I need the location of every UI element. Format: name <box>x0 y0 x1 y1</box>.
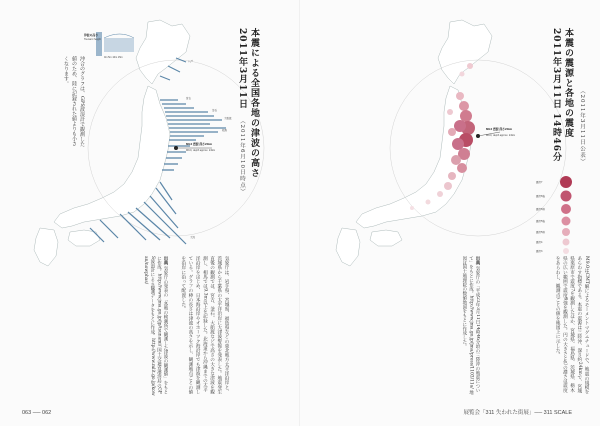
left-body-text: 気象庁は、岩手県、宮城県、福島県などの東北地方太平洋沿岸と、茨城県から千葉県の太平洋沿岸に大津波警報を発表した。地震発生直後の観測では、宮古、釜石、大船渡などで高さの大きな津波を観測し、相馬では9.3m以上を記録した。北海道から沖縄までの太平洋沿岸をはじめ、日本海沿岸やオホーツク海沿岸でも津波を観測している。グラフの棒の長さは津波の高さを示し、観測地点ごとの値を沿岸に沿って配置した。 <box>180 256 229 394</box>
intro-note: 沖合のグラフは、GPS波浪計で観測した値のため、陸に記録された値よりも小さくなります。 <box>63 56 85 147</box>
left-folio: 063 ── 062 <box>22 410 52 416</box>
epicenter-label: M9.0 震源 深さ24km <box>486 127 513 131</box>
intensity-circle <box>448 128 456 136</box>
left-date: 2011年3月11日 <box>237 28 247 109</box>
legend-item: 震度6弱 <box>536 208 545 211</box>
tsunami-bar <box>100 220 118 238</box>
kyushu-landmass <box>34 228 58 266</box>
legend-wave <box>104 38 134 52</box>
tsunami-bar <box>160 76 170 80</box>
legend-scale: 0m 5m 10m 15m <box>104 56 123 59</box>
intensity-circle <box>457 163 467 173</box>
right-folio: 展覧会「311 失われた街展」── 311 SCALE <box>463 410 572 416</box>
source-heading: 出典 <box>475 256 480 265</box>
intensity-circle <box>447 109 453 115</box>
legend-circle <box>562 228 570 236</box>
intensity-circle <box>451 155 461 165</box>
legend-circle <box>562 217 571 226</box>
right-page <box>300 0 600 426</box>
intensity-circle <box>456 92 464 100</box>
left-source <box>76 256 168 396</box>
epicenter-en-label: M9.0, depth approx. 24km <box>486 134 516 137</box>
intensity-circle <box>454 120 466 132</box>
station-label: 八戸 <box>188 60 194 63</box>
left-title: 本震による全国各地の津波の高さ <box>249 28 259 178</box>
kyushu-landmass <box>336 228 360 266</box>
right-source <box>386 256 480 396</box>
legend-item: 震度6強 <box>536 195 545 198</box>
hokkaido-landmass <box>438 20 492 84</box>
tsunami-bar <box>160 182 172 200</box>
intensity-circle <box>448 172 456 180</box>
tsunami-bar <box>120 214 146 240</box>
hokkaido-landmass <box>136 20 190 84</box>
intensity-circle <box>410 206 414 210</box>
legend-item: 震度4 <box>536 241 543 244</box>
legend-circle <box>563 239 570 246</box>
intensity-circle <box>467 63 473 69</box>
intensity-circle <box>444 182 452 190</box>
epicenter-label: M9.0 震源 深さ24km <box>186 142 213 146</box>
right-subdate: （2011年3月11日公表） <box>579 88 585 165</box>
right-title: 本震の震源と各地の震度 <box>563 28 573 138</box>
legend-label: 津波の高さ <box>84 33 98 37</box>
legend-circle <box>561 204 571 214</box>
legend-circle <box>560 176 572 188</box>
source-heading: 出典 <box>163 256 168 265</box>
legend-item: 震度5弱 <box>536 231 545 234</box>
source-text: 気象庁の発表の「各地の検潮所で観測した津波の観測値」をもとに作成。http://www.jma.go.jp/jp/tsunami/ 国土交通省港湾局のGPS波浪計による観測データをもとに作成。http://www.mlit.go.jp/kowan/nowphas/ <box>143 256 168 396</box>
shikoku-landmass <box>370 230 402 246</box>
left-subdate: （2011年6月10日時点） <box>239 118 245 195</box>
intensity-circle <box>452 138 464 150</box>
tsunami-bar <box>144 202 186 244</box>
right-body-text: M9.0はCMT解によるモーメントマグニチュードで、地震の規模をあらわす指標である。本震の震源は三陸沖、深さ約24kmで、宮城県栗原市で震度7を観測したほか、宮城県、福島県、茨城県、栃木県の広い範囲で震度6強を観測した。円の大きさと色の濃さは震度をあらわし、観測点ごとの値を地図上に示した。 <box>555 256 589 395</box>
station-label: 大船渡 <box>224 117 232 120</box>
legend-item: 震度3 <box>536 250 543 253</box>
epicenter-en-label: M9.0, depth approx. 24km <box>186 149 216 152</box>
legend-circle <box>563 248 569 254</box>
legend-wave-curve <box>104 34 134 38</box>
source-text: 気象庁の「平成23年3月11日14時46分頃の三陸沖の地震について」をもとに作成。http://www.jma.go.jp/jma/press/1103/11a/ 地図は国土地理院の数値地図をもとに作成した。 <box>461 256 480 395</box>
station-label: 大洗 <box>190 236 196 239</box>
station-label: 宮古 <box>186 97 192 100</box>
intensity-circle <box>459 101 469 111</box>
station-label: 釜石 <box>212 109 218 112</box>
intensity-circle <box>426 200 431 205</box>
legend-item: 震度7 <box>536 181 543 184</box>
legend-item: 震度5強 <box>536 220 545 223</box>
tsunami-legend <box>83 32 134 59</box>
intensity-legend <box>536 176 572 254</box>
intensity-circle <box>460 72 465 77</box>
legend-sublabel: Tsunami height <box>84 38 101 41</box>
intensity-circle <box>437 191 443 197</box>
legend-circle <box>561 191 572 202</box>
tsunami-bar <box>168 66 180 72</box>
right-date: 2011年3月11日 14時46分 <box>551 28 561 163</box>
station-label: 相馬 <box>222 129 228 132</box>
intensity-circle <box>460 110 472 122</box>
